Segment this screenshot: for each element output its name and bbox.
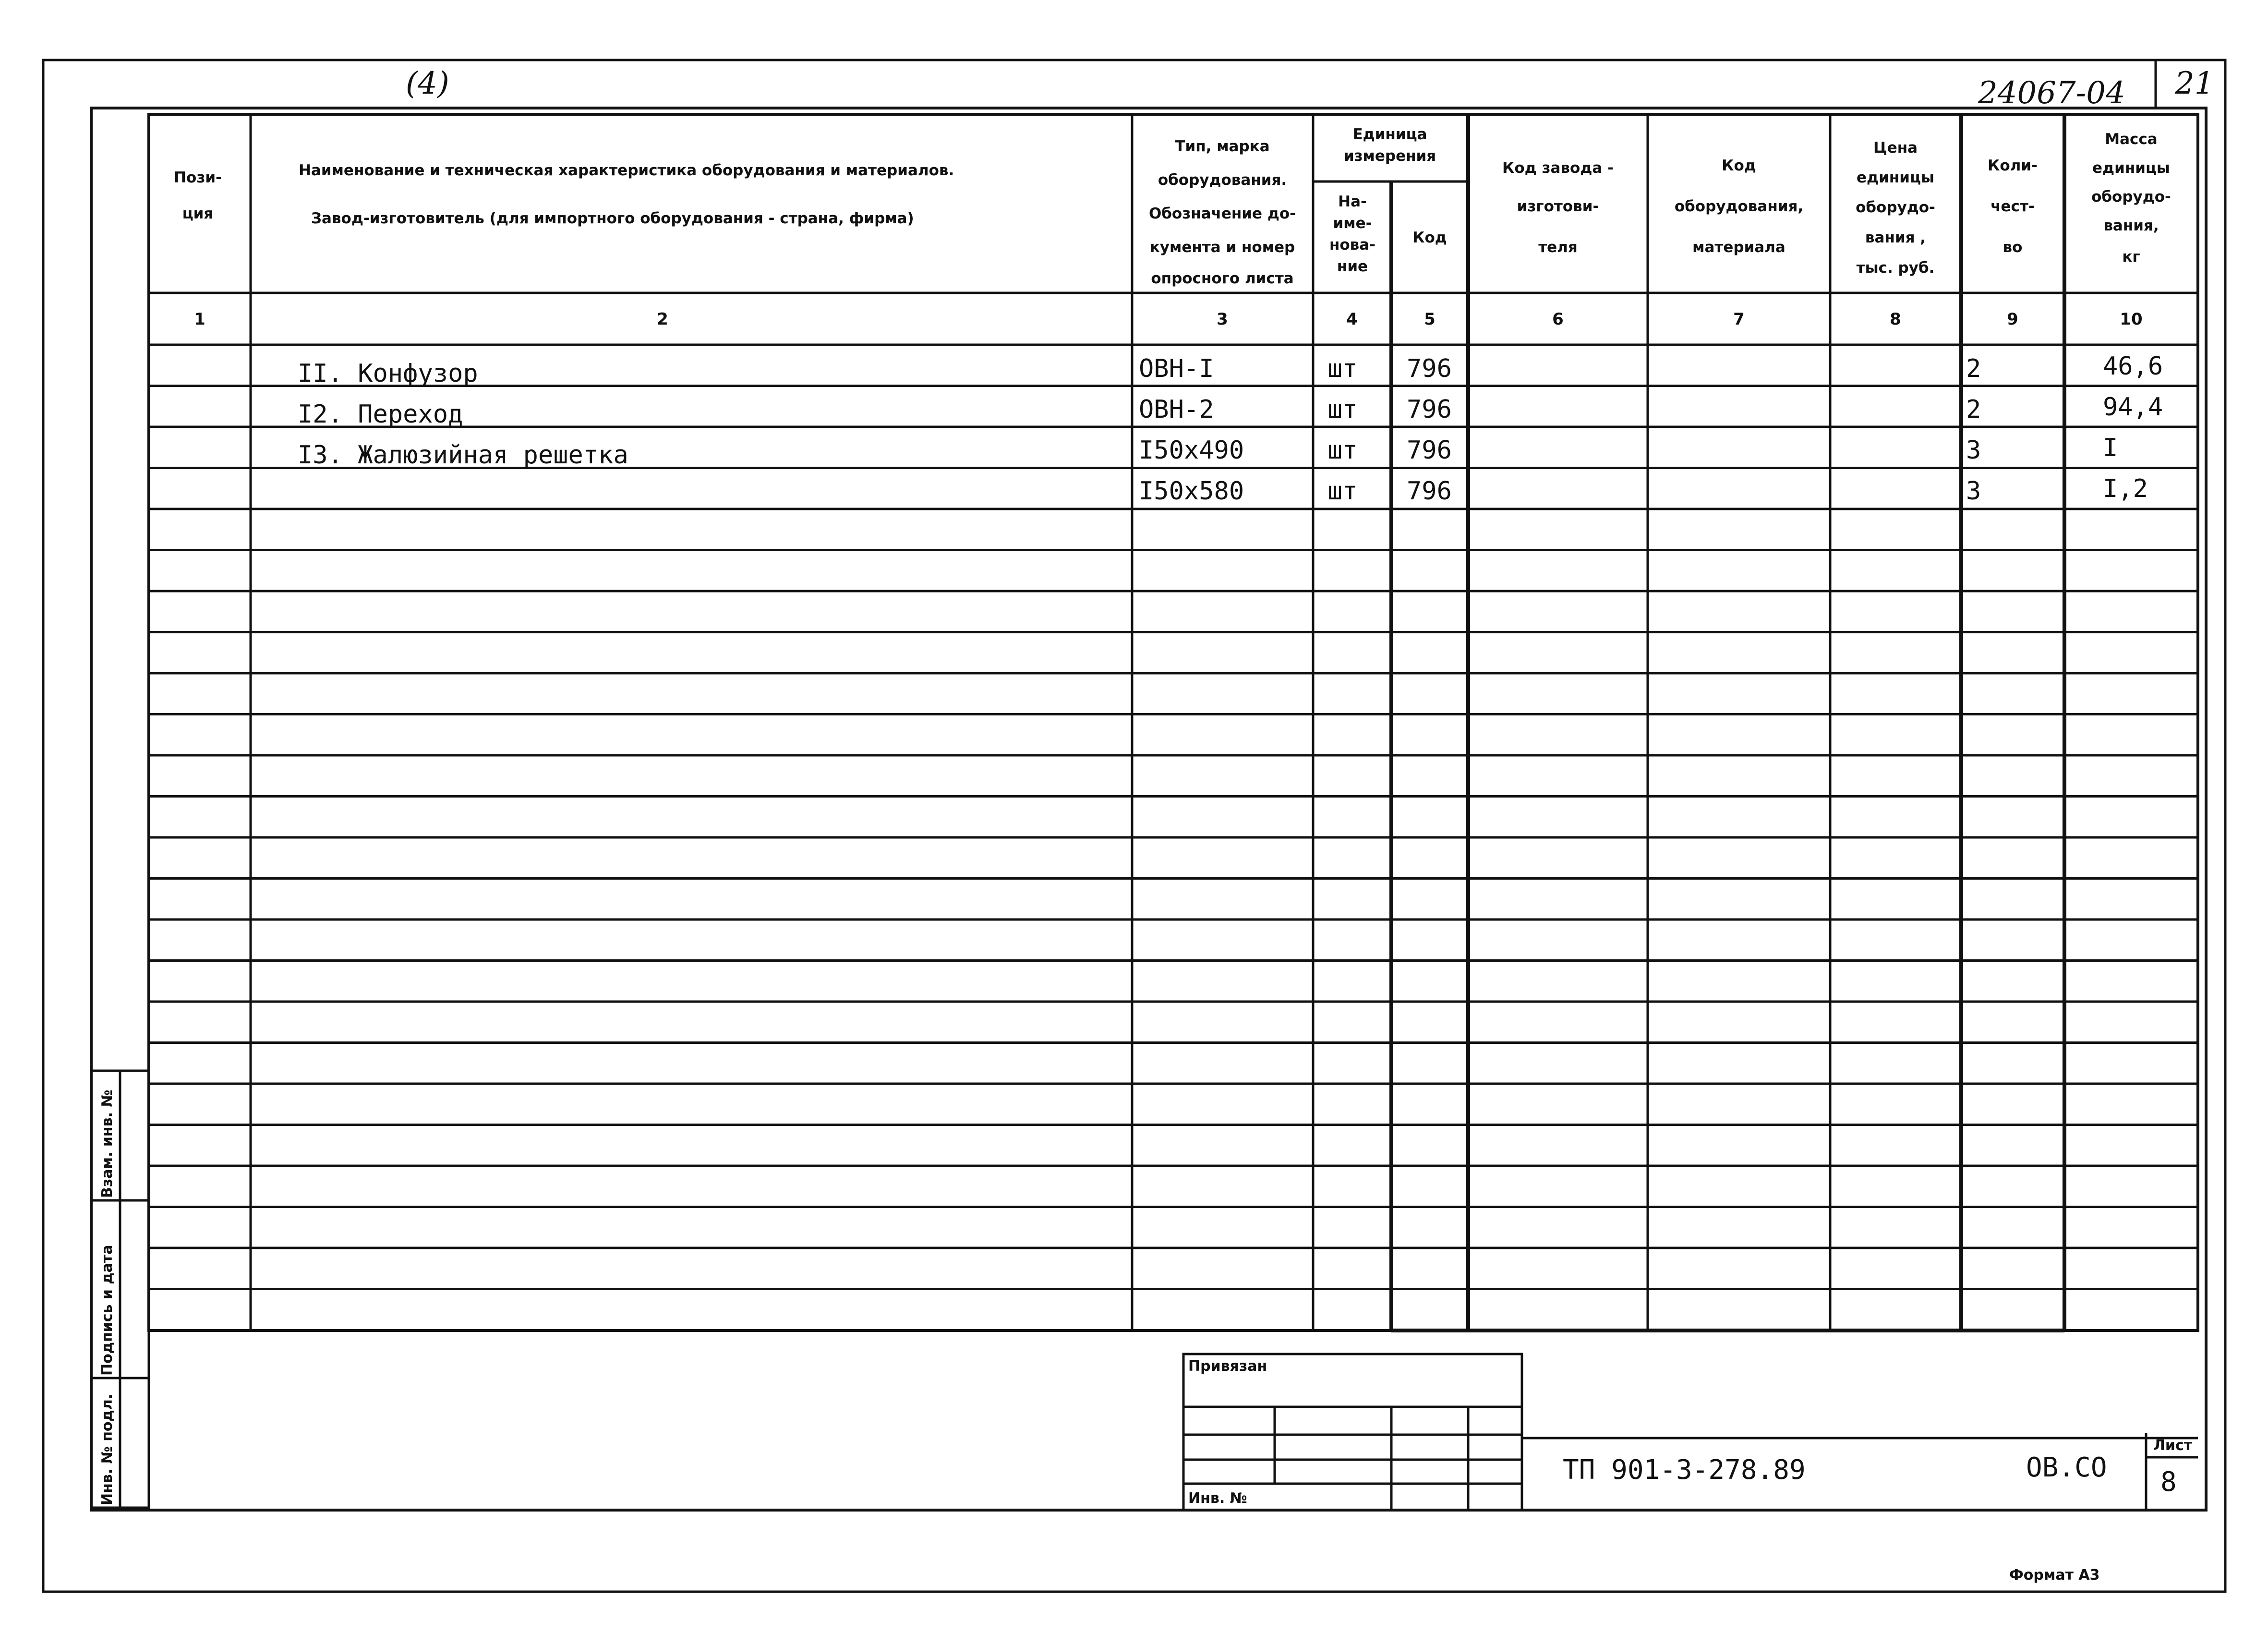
archive-number: 24067-04 [1978, 75, 2125, 111]
row-qty: 3 [1966, 436, 1981, 465]
header-col10-line2: единицы [2092, 159, 2170, 177]
header-col4-line4: ние [1337, 258, 1368, 275]
inv-number-label: Инв. № [1188, 1490, 1247, 1507]
header-col2-line2: Завод-изготовитель (для импортного оборудования - страна, фирма) [311, 210, 914, 227]
column-number-3: 3 [1217, 310, 1228, 329]
row-name: II. Конфузор [298, 359, 478, 388]
header-col6-line1: Код завода - [1502, 159, 1614, 177]
header-col8-line1: Цена [1873, 139, 1918, 157]
row-type: OBH-I [1139, 354, 1214, 383]
page-number: 21 [2175, 66, 2214, 101]
column-number-4: 4 [1346, 310, 1358, 329]
row-mass: I [2103, 434, 2118, 462]
row-code: 796 [1407, 354, 1452, 383]
header-col9-line1: Коли- [1988, 157, 2038, 174]
header-col6-line3: теля [1538, 239, 1578, 256]
row-code: 796 [1407, 477, 1452, 506]
side-stamp [91, 1071, 149, 1508]
column-number-6: 6 [1552, 310, 1564, 329]
row-name: I2. Переход [298, 400, 463, 429]
table-header [174, 126, 2171, 287]
row-unit: шт [1327, 436, 1358, 465]
header-col3-line3: Обозначение до- [1148, 205, 1296, 222]
outer-frame [43, 60, 2225, 1592]
header-col3-line2: оборудования. [1158, 171, 1287, 189]
attached-label: Привязан [1188, 1358, 1267, 1375]
header-col4-line2: име- [1333, 215, 1372, 232]
row-code: 796 [1407, 436, 1452, 465]
sheet-number: 8 [2160, 1466, 2177, 1498]
row-name: I3. Жалюзийная решетка [298, 441, 628, 470]
column-number-2: 2 [657, 310, 668, 329]
header-col3-line4: кумента и номер [1149, 239, 1295, 256]
row-mass: I,2 [2103, 474, 2148, 503]
row-mass: 46,6 [2103, 352, 2163, 381]
side-field-inv-original: Инв. № подл. [99, 1393, 116, 1505]
column-number-9: 9 [2007, 310, 2018, 329]
row-type: I50x580 [1139, 477, 1244, 506]
top-left-mark: (4) [406, 66, 449, 101]
row-code: 796 [1407, 395, 1452, 424]
column-number-8: 8 [1890, 310, 1901, 329]
section-code: OB.CO [2026, 1452, 2107, 1483]
sheet-label: Лист [2153, 1437, 2193, 1454]
header-col10-line1: Масса [2105, 131, 2158, 148]
header-col4-line1: На- [1338, 193, 1367, 210]
column-number-7: 7 [1733, 310, 1745, 329]
table-body [298, 352, 2163, 506]
header-col7-line1: Код [1722, 157, 1756, 174]
header-col10-line3: оборудо- [2091, 188, 2171, 206]
header-col10-line4: вания, [2103, 217, 2159, 234]
row-unit: шт [1327, 477, 1358, 506]
header-unit-line2: измерения [1343, 147, 1436, 165]
header-col8-line3: оборудо- [1856, 199, 1935, 216]
row-mass: 94,4 [2103, 393, 2163, 422]
header-unit-line1: Единица [1352, 126, 1427, 143]
column-number-10: 10 [2120, 310, 2143, 329]
table-row [1139, 474, 2148, 506]
row-lines [149, 386, 2198, 1289]
header-col7-line3: материала [1692, 239, 1785, 256]
header-col6-line2: изготови- [1517, 198, 1599, 215]
header-col9-line2: чест- [1991, 198, 2035, 215]
header-col3-line5: опросного листа [1151, 270, 1294, 287]
header-col4-line3: нова- [1329, 236, 1376, 254]
row-qty: 2 [1966, 395, 1981, 424]
row-unit: шт [1327, 395, 1358, 424]
header-col3-line1: Тип, марка [1175, 138, 1270, 155]
header-col10-line5: кг [2122, 248, 2140, 266]
column-number-row [194, 310, 2143, 329]
header-col1-line1: Пози- [174, 169, 222, 186]
header-col8-line5: тыс. руб. [1856, 259, 1935, 277]
row-type: I50x490 [1139, 436, 1244, 465]
header-col2-line1: Наименование и техническая характеристика оборудования и материалов. [299, 162, 954, 179]
row-unit: шт [1327, 354, 1358, 383]
format-label: Формат А3 [2009, 1567, 2100, 1584]
table-row [298, 352, 2163, 388]
title-block [1183, 1354, 2198, 1510]
header-col7-line2: оборудования, [1674, 198, 1804, 215]
column-number-5: 5 [1424, 310, 1436, 329]
row-type: OBH-2 [1139, 395, 1214, 424]
document-code: ТП 901-3-278.89 [1563, 1454, 1806, 1486]
header-col9-line3: во [2003, 239, 2023, 256]
table-row [298, 393, 2163, 429]
row-qty: 3 [1966, 477, 1981, 506]
table-row [298, 434, 2118, 470]
row-qty: 2 [1966, 354, 1981, 383]
side-field-replace-inv: Взам. инв. № [99, 1089, 116, 1198]
header-col5: Код [1412, 229, 1447, 246]
header-col8-line4: вания , [1865, 229, 1926, 246]
column-number-1: 1 [194, 310, 205, 329]
header-col8-line2: единицы [1857, 169, 1934, 186]
side-field-signature-date: Подпись и дата [99, 1245, 116, 1376]
column-lines [251, 114, 2064, 1331]
header-col1-line2: ция [182, 205, 214, 222]
